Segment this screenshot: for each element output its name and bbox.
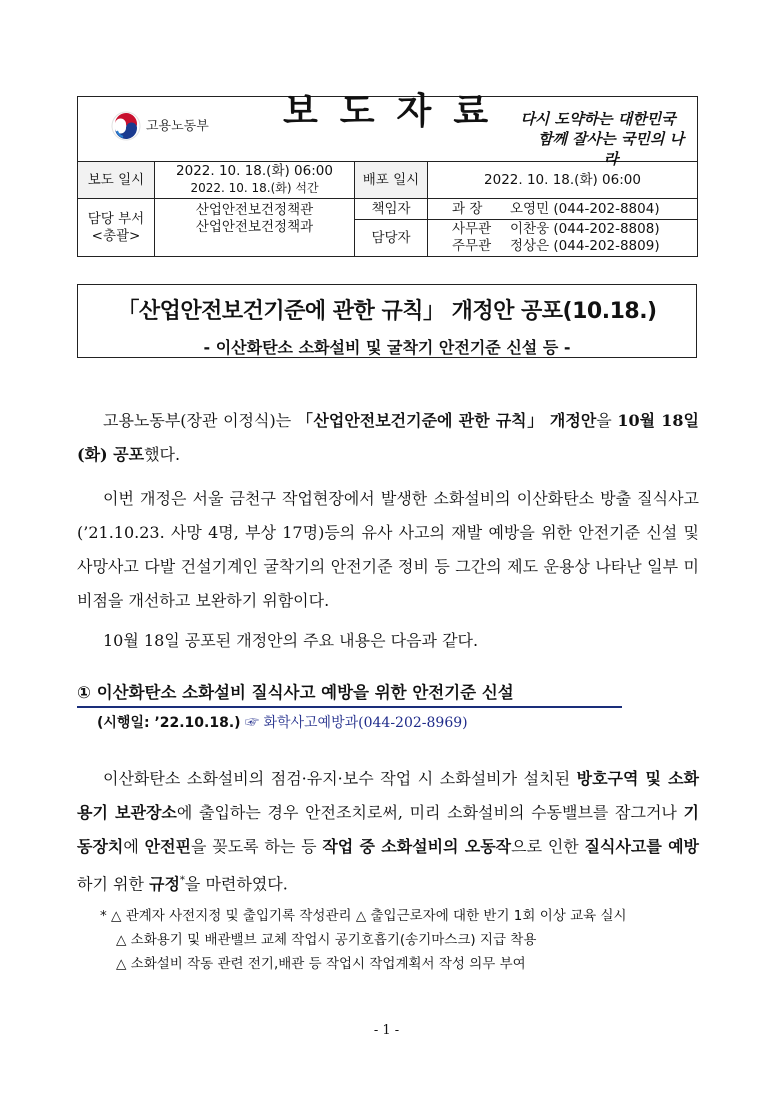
- footnote-item: △ 소화설비 작동 관련 전기,배관 등 작업시 작업계획서 작성 의무 부여: [116, 956, 526, 972]
- manager-contact: 과 장 오영민 (044-202-8804): [428, 199, 698, 220]
- headline-sub: - 이산화탄소 소화설비 및 굴착기 안전기준 신설 등 -: [203, 338, 571, 357]
- dept-line-1: 산업안전보건정책관: [195, 202, 314, 218]
- dept-line-2: 산업안전보건정책과: [195, 219, 314, 235]
- release-date-label: 보도 일시: [78, 162, 155, 199]
- ministry-logo: [111, 111, 209, 141]
- headline-main: 「산업안전보건기준에 관한 규칙」 개정안 공포(10.18.): [117, 299, 657, 324]
- dept-label-cell: 담당 부서 <총괄>: [78, 199, 155, 257]
- staff-contacts: 사무관 이찬웅 (044-202-8808) 주무관 정상은 (044-202-8809): [428, 220, 698, 257]
- distribution-date-value: 2022. 10. 18.(화) 06:00: [428, 162, 698, 199]
- paragraph-3: 10월 18일 공포된 개정안의 주요 내용은 다음과 같다.: [103, 631, 479, 650]
- footnote-item: * △ 관계자 사전지정 및 출입기록 작성관리 △ 출입근로자에 대한 반기 1회 이상 교육 실시: [100, 908, 627, 924]
- release-date-value: 2022. 10. 18.(화) 06:00: [176, 163, 333, 179]
- manager-label: 책임자: [355, 199, 428, 220]
- release-date-note: 2022. 10. 18.(화) 석간: [190, 181, 319, 195]
- government-slogan: 다시 도약하는 대한민국 함께 잘사는 국민의 나라: [520, 110, 685, 168]
- logo-text: 고용노동부: [146, 118, 209, 134]
- press-release-header-table: [77, 91, 698, 257]
- footnote-list: [100, 904, 700, 976]
- page-number: - 1 -: [373, 1023, 400, 1038]
- release-date-cell: [155, 162, 355, 199]
- effective-date: (시행일: ’22.10.18.): [97, 715, 241, 731]
- contact-dept: ☞ 화학사고예방과(044-202-8969): [245, 715, 468, 731]
- taegeuk-emblem-icon: [111, 111, 141, 141]
- dept-cell: [155, 199, 355, 257]
- distribution-date-label: 배포 일시: [355, 162, 428, 199]
- section-1-title: ① 이산화탄소 소화설비 질식사고 예방을 위한 안전기준 신설: [77, 679, 622, 708]
- paragraph-1: 고용노동부(장관 이정식)는 「산업안전보건기준에 관한 규칙」 개정안을 10월 18일(화) 공포했다.: [77, 411, 699, 464]
- header-banner: [78, 91, 698, 168]
- paragraph-2: 이번 개정은 서울 금천구 작업현장에서 발생한 소화설비의 이산화탄소 방출 질식사고(’21.10.23. 사망 4명, 부상 17명)등의 유사 사고의 재발 예방을 위한 안전기준 신설 및 사망사고 다발 건설기계인 굴착기의 안전기준 정비 등 그간의 제도 운용상 나타난 일부 미비점을 개선하고 보완하기 위함이다.: [77, 489, 699, 610]
- press-release-title: 보도자료: [283, 91, 511, 132]
- section-1-heading: [77, 679, 699, 732]
- footnote-item: △ 소화용기 및 배관밸브 교체 작업시 공기호흡기(송기마스크) 지급 착용: [116, 932, 537, 948]
- section-1-paragraph: 이산화탄소 소화설비의 점검·유지·보수 작업 시 소화설비가 설치된 방호구역 및 소화용기 보관장소에 출입하는 경우 안전조치로써, 미리 소화설비의 수동밸브를 잠그거나 기동장치에 안전핀을 꽂도록 하는 등 작업 중 소화설비의 오동작으로 인한 질식사고를 예방하기 위한 규정*을 마련하였다.: [77, 769, 700, 894]
- staff-label: 담당자: [355, 220, 428, 257]
- headline-box: [77, 284, 697, 358]
